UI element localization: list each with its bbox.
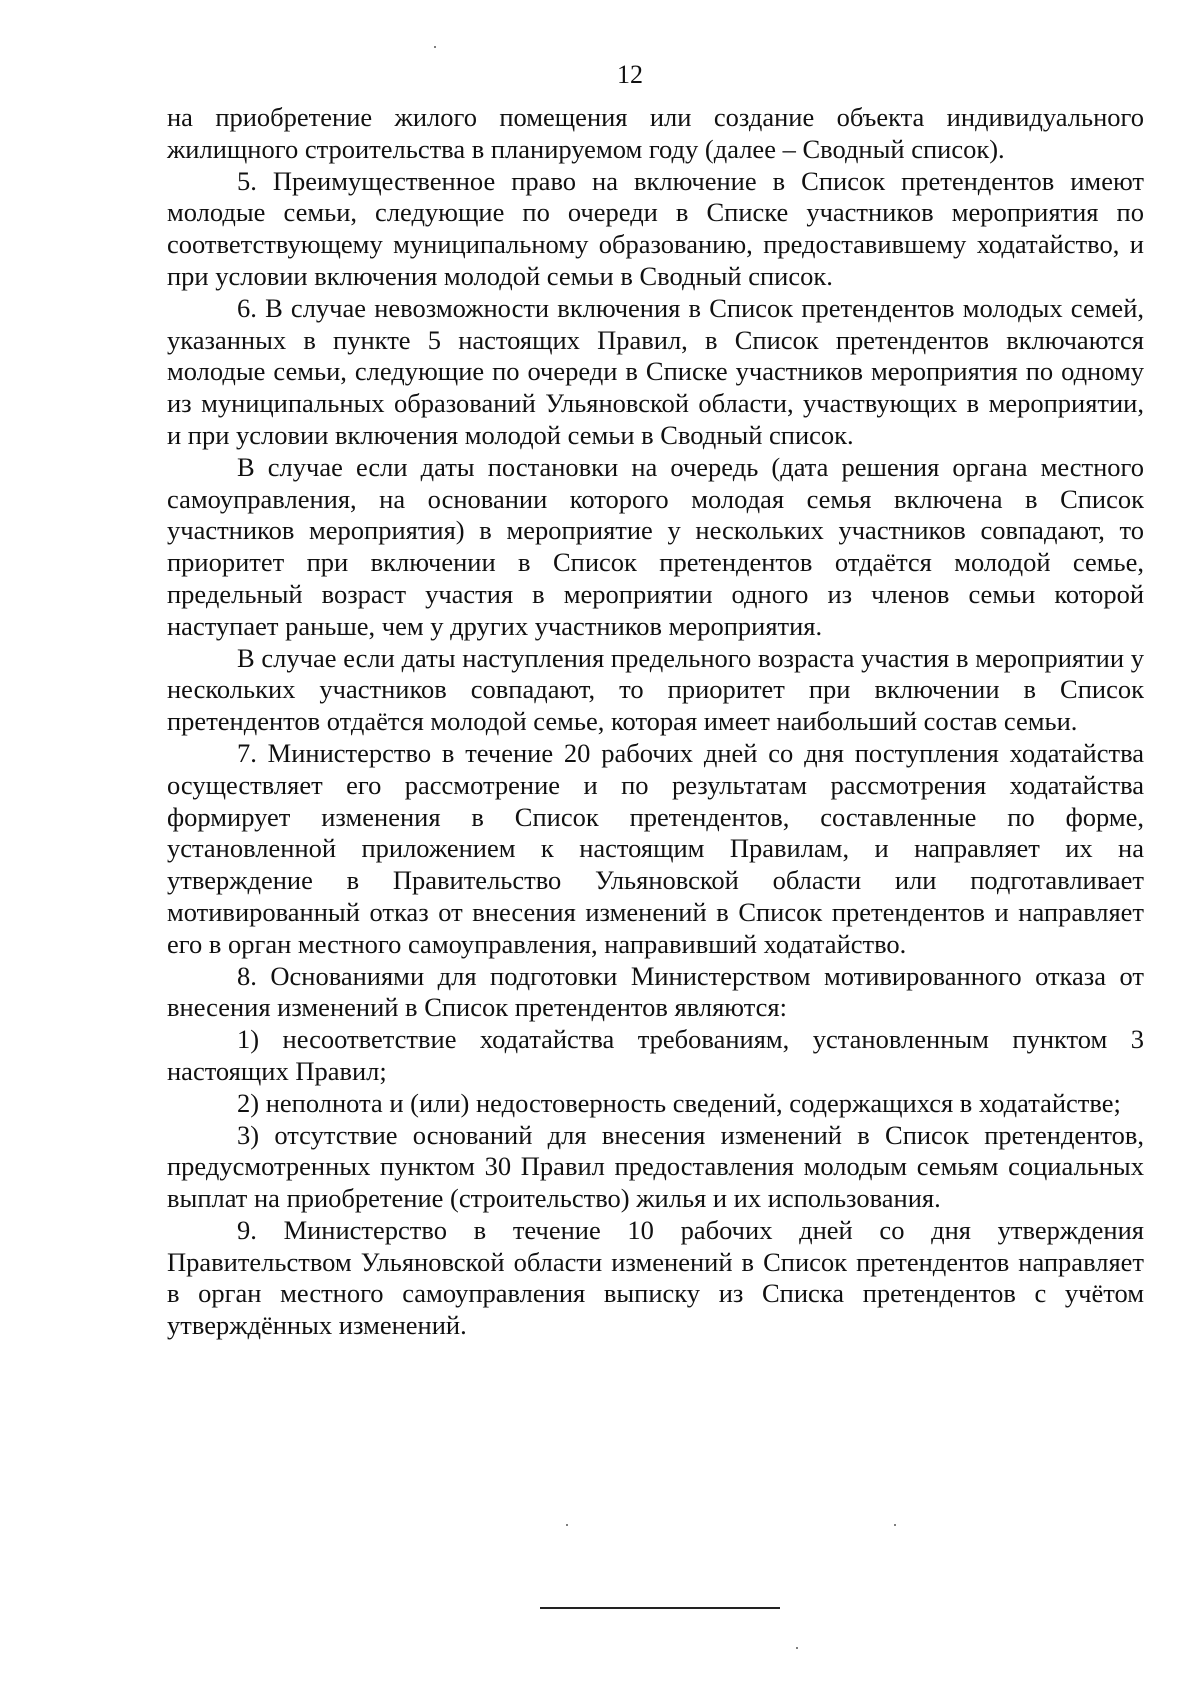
paragraph-item-8: 8. Основаниями для подготовки Министерством мотивированного отказа от внесения изменений в Список претендентов являются:: [167, 960, 1144, 1023]
paragraph-item-5: 5. Преимущественное право на включение в Список претендентов имеют молодые семьи, следующие по очереди в Списке участников мероприятия по соответствующему муниципальному образованию, предоставившему ходатайство, и при условии включения молодой семьи в Сводный список.: [167, 165, 1144, 291]
paragraph-item-8-2: 2) неполнота и (или) недостоверность сведений, содержащихся в ходатайстве;: [237, 1087, 1121, 1118]
paragraph-item-8-3: 3) отсутствие оснований для внесения изменений в Список претендентов, предусмотренных пунктом 30 Правил предоставления молодым семьям социальных выплат на приобретение (строительство) жилья и их использования.: [167, 1119, 1144, 1214]
page-number: 12: [617, 60, 643, 89]
scan-speck: [796, 1647, 798, 1649]
scan-speck: [434, 46, 436, 48]
paragraph-item-6-queue-date: В случае если даты постановки на очередь (дата решения органа местного самоуправления, на основании которого молодая семья включена в Список участников мероприятия) в мероприятие у нескольких участников совпадают, то приоритет при включении в Список претендентов отдаётся молодой семье, предельный возраст участия в мероприятии одного из членов семьи которой наступает раньше, чем у других участников мероприятия.: [167, 451, 1144, 641]
paragraph-item-8-1: 1) несоответствие ходатайства требованиям, установленным пунктом 3 настоящих Правил;: [167, 1024, 1144, 1086]
paragraph-continuation: на приобретение жилого помещения или создание объекта индивидуального жилищного строительства в планируемом году (далее – Сводный список).: [167, 102, 1144, 164]
paragraph-item-9: 9. Министерство в течение 10 рабочих дней со дня утверждения Правительством Ульяновской области изменений в Список претендентов направляет в орган местного самоуправления выписку из Списка претендентов с учётом утверждённых изменений.: [167, 1214, 1144, 1341]
paragraph-item-6: 6. В случае невозможности включения в Список претендентов молодых семей, указанных в пункте 5 настоящих Правил, в Список претендентов включаются молодые семьи, следующие по очереди в Списке участников мероприятия по одному из муниципальных образований Ульяновской области, участвующих в мероприятии, и при условии включения молодой семьи в Сводный список.: [167, 292, 1144, 450]
paragraph-item-6-age-limit: В случае если даты наступления предельного возраста участия в мероприятии у нескольких участников совпадают, то приоритет при включении в Список претендентов отдаётся молодой семье, которая имеет наибольший состав семьи.: [167, 642, 1144, 737]
paragraph-item-7: 7. Министерство в течение 20 рабочих дней со дня поступления ходатайства осуществляет его рассмотрение и по результатам рассмотрения ходатайства формирует изменения в Список претендентов, составленные по форме, установленной приложением к настоящим Правилам, и направляет их на утверждение в Правительство Ульяновской области или подготавливает мотивированный отказ от внесения изменений в Список претендентов и направляет его в орган местного самоуправления, направивший ходатайство.: [167, 737, 1144, 959]
scan-speck: [894, 1524, 896, 1526]
document-body: [167, 102, 1144, 1342]
end-separator-line: [540, 1607, 780, 1609]
scan-speck: [566, 1524, 568, 1526]
